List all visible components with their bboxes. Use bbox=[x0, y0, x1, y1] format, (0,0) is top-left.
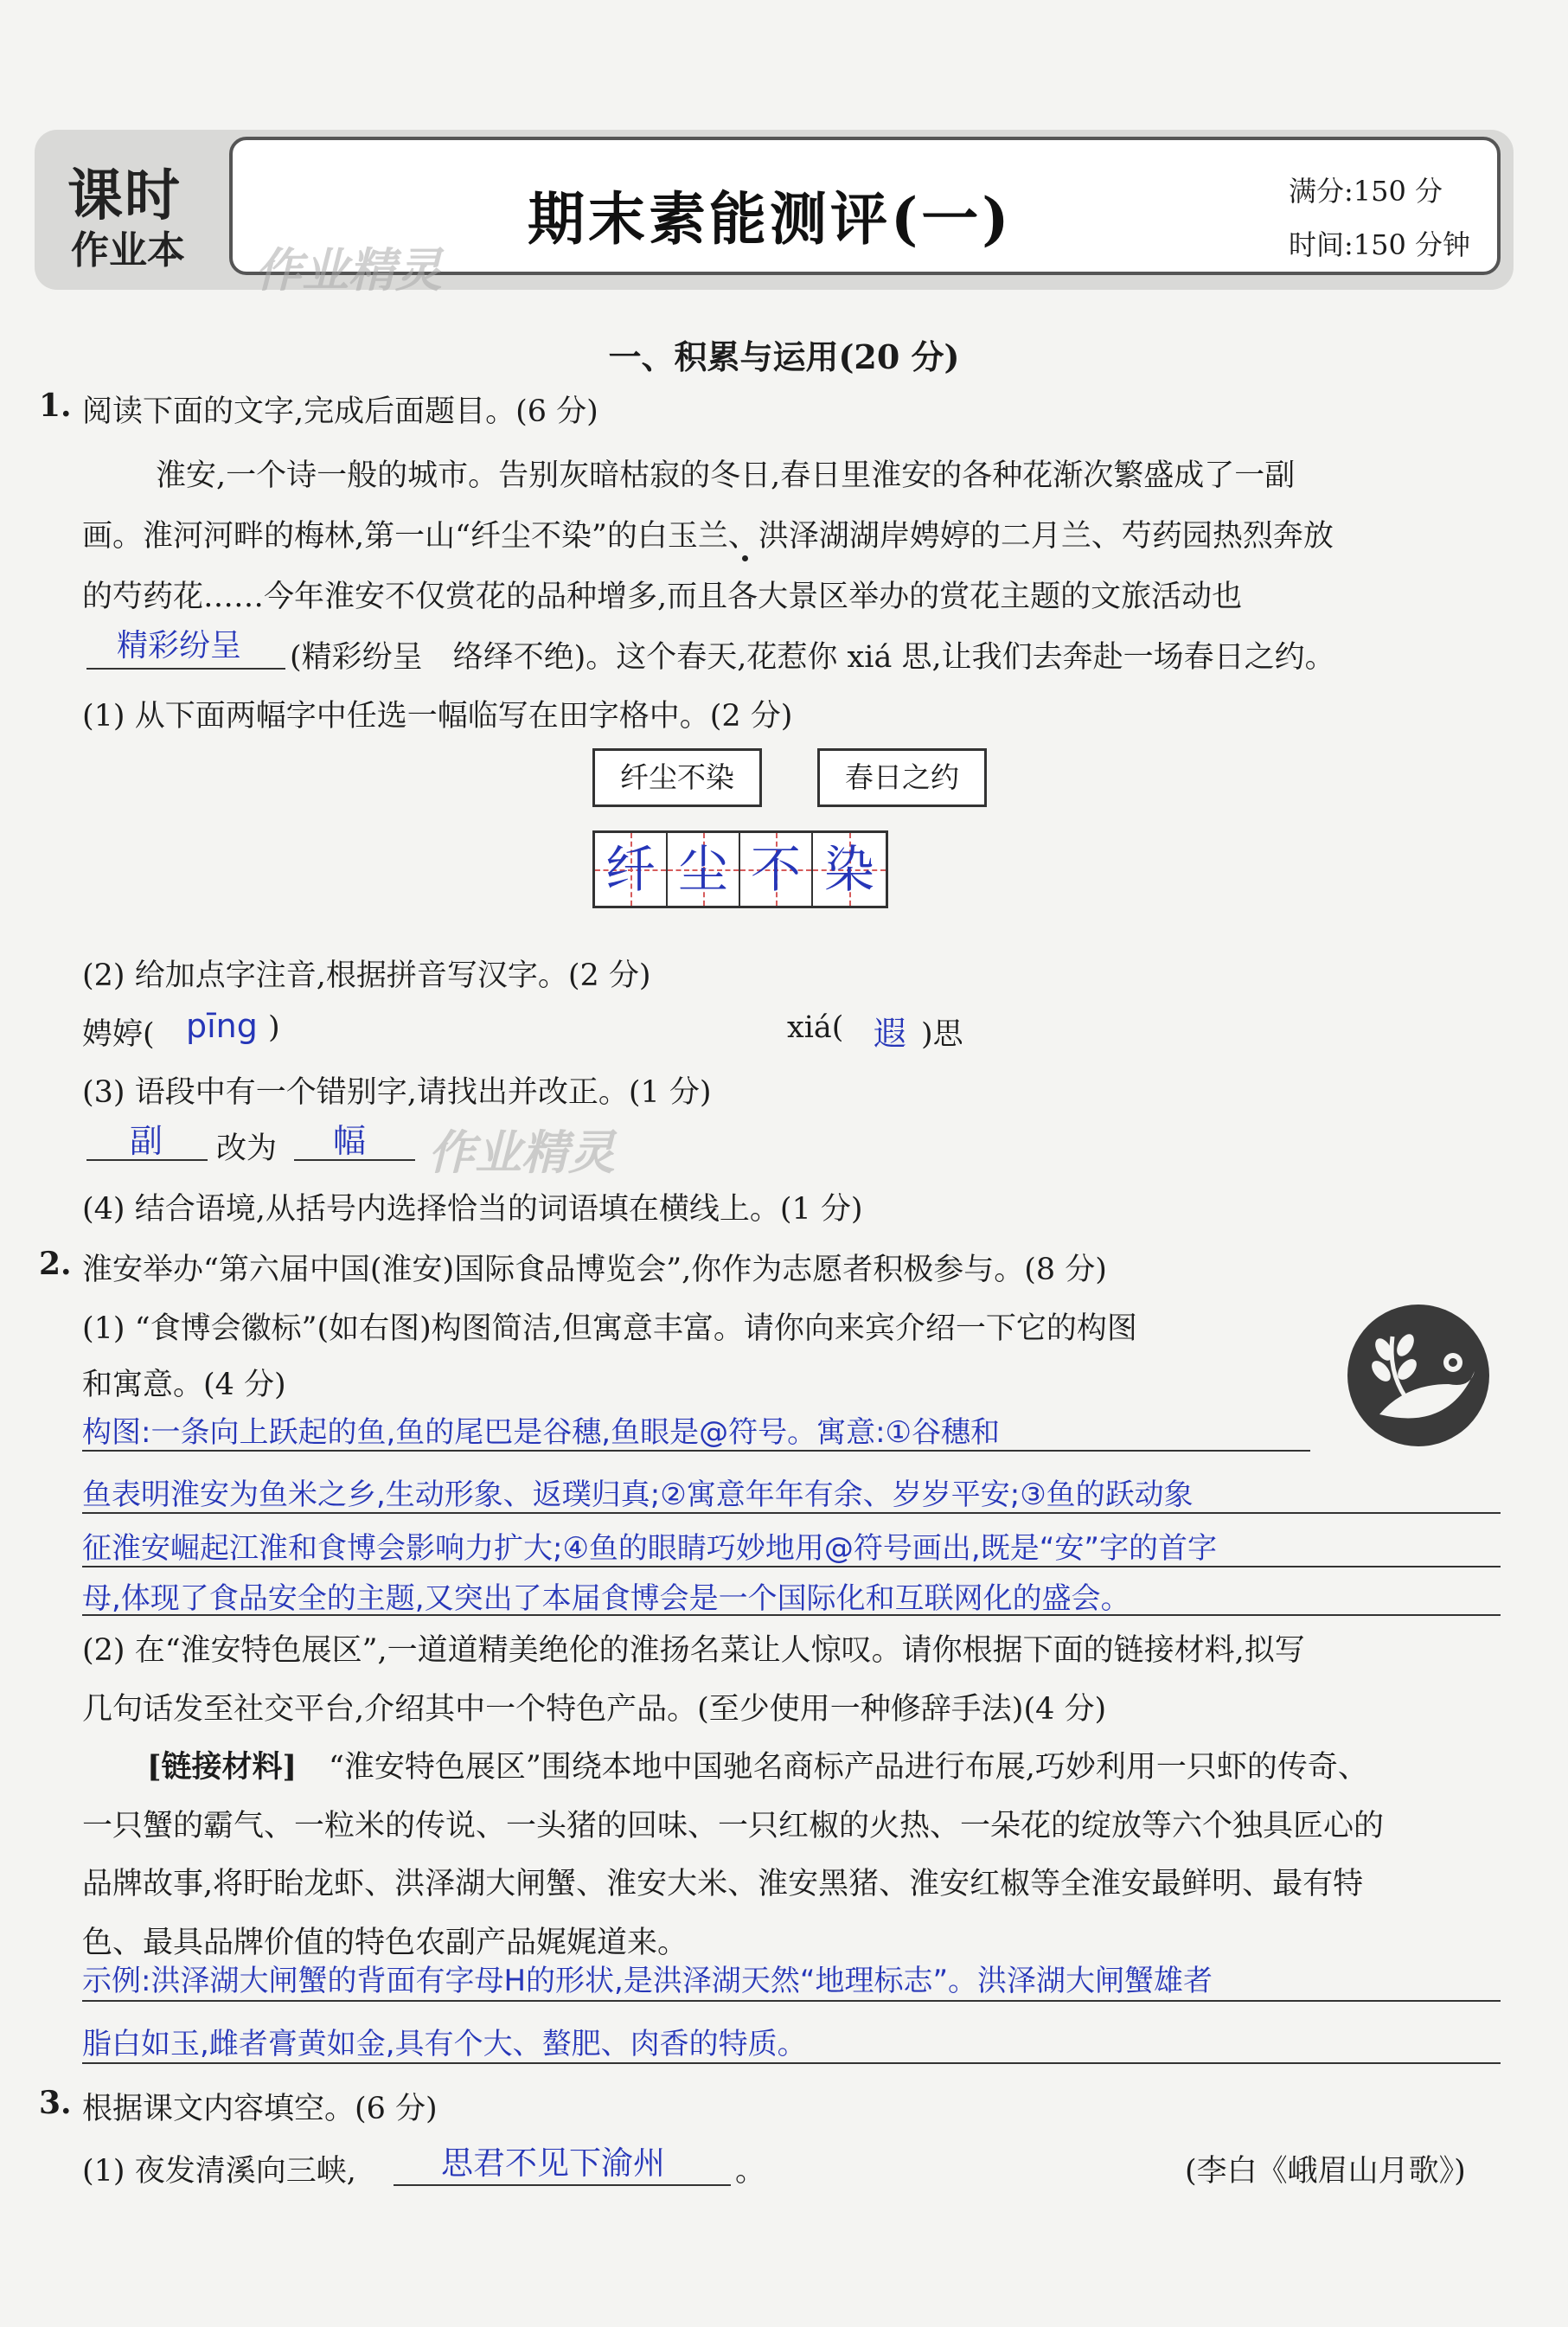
section-title: 一、积累与运用(20 分) bbox=[608, 337, 960, 376]
handwritten-answer: 思君不见下渝州 bbox=[441, 2144, 665, 2182]
question-prompt: 阅读下面的文字,完成后面题目。(6 分) bbox=[82, 394, 598, 429]
question-number: 3. bbox=[39, 2085, 72, 2121]
fill-item-end: 。 bbox=[735, 2154, 766, 2189]
series-logo bbox=[52, 143, 216, 272]
watermark: 作业精灵 bbox=[255, 243, 442, 298]
answer-rule bbox=[82, 1566, 1501, 1567]
handwritten-answer: 副 bbox=[130, 1122, 163, 1160]
logo-line2: 作业本 bbox=[71, 228, 185, 272]
answer-rule bbox=[82, 1450, 1310, 1452]
material-line: “淮安特色展区”围绕本地中国驰名商标产品进行布展,巧妙利用一只虾的传奇、 bbox=[329, 1750, 1368, 1785]
logo-line1: 课时 bbox=[67, 164, 182, 228]
question-prompt: 根据课文内容填空。(6 分) bbox=[82, 2092, 438, 2126]
sub-question: 和寓意。(4 分) bbox=[82, 1368, 286, 1402]
handwritten-answer: 幅 bbox=[333, 1122, 367, 1160]
question-number: 2. bbox=[39, 1246, 72, 1282]
grid-cell[interactable] bbox=[740, 833, 813, 906]
question-number: 1. bbox=[39, 388, 72, 424]
answer-rule bbox=[82, 2000, 1501, 2002]
material-label: [链接材料] bbox=[147, 1749, 298, 1785]
watermark: 作业精灵 bbox=[428, 1125, 615, 1180]
page-title: 期末素能测评(一) bbox=[528, 185, 1013, 253]
grid-cell[interactable] bbox=[668, 833, 740, 906]
hanzi-prompt: xiá( bbox=[787, 1010, 844, 1045]
choice-box: 纤尘不染 bbox=[592, 748, 762, 807]
answer-blank[interactable] bbox=[86, 668, 285, 670]
tian-grid[interactable] bbox=[592, 830, 888, 908]
pinyin-close: ) bbox=[268, 1010, 280, 1045]
handwritten-char: 不 bbox=[750, 840, 801, 899]
hanzi-close: )思 bbox=[921, 1017, 963, 1052]
choice-box: 春日之约 bbox=[817, 748, 987, 807]
passage-line: 画。淮河河畔的梅林,第一山“纤尘不染”的白玉兰、洪泽湖湖岸娉婷的二月兰、芍药园热烈奔放 bbox=[82, 519, 1334, 554]
sub-question: (4) 结合语境,从括号内选择恰当的词语填在横线上。(1 分) bbox=[82, 1192, 863, 1227]
handwritten-char: 尘 bbox=[677, 840, 728, 899]
handwritten-answer: 精彩纷呈 bbox=[117, 628, 242, 663]
material-line: 品牌故事,将盱眙龙虾、洪泽湖大闸蟹、淮安大米、淮安黑猪、淮安红椒等全淮安最鲜明、最有特 bbox=[82, 1867, 1364, 1901]
answer-rule bbox=[82, 1614, 1501, 1616]
handwritten-char: 纤 bbox=[605, 840, 656, 899]
sub-question: (3) 语段中有一个错别字,请找出并改正。(1 分) bbox=[82, 1075, 712, 1110]
change-label: 改为 bbox=[216, 1131, 278, 1166]
answer-rule bbox=[82, 2062, 1501, 2064]
sub-question: (1) 从下面两幅字中任选一幅临写在田字格中。(2 分) bbox=[82, 699, 793, 734]
material-line: 色、最具品牌价值的特色农副产品娓娓道来。 bbox=[82, 1926, 688, 1960]
passage-line: (精彩纷呈 络绎不绝)。这个春天,花惹你 xiá 思,让我们去奔赴一场春日之约。 bbox=[290, 640, 1335, 675]
handwritten-answer-line: 鱼表明淮安为鱼米之乡,生动形象、返璞归真;②寓意年年有余、岁岁平安;③鱼的跃动象 bbox=[82, 1478, 1194, 1512]
material-line: 一只蟹的霸气、一粒米的传说、一头猪的回味、一只红椒的火热、一朵花的绽放等六个独具匠心的 bbox=[82, 1809, 1385, 1843]
handwritten-answer: pīng bbox=[186, 1007, 258, 1045]
passage-line: 淮安,一个诗一般的城市。告别灰暗枯寂的冬日,春日里淮安的各种花渐次繁盛成了一副 bbox=[156, 458, 1296, 493]
handwritten-answer-line: 脂白如玉,雌者膏黄如金,具有个大、螯肥、肉香的特质。 bbox=[82, 2027, 807, 2061]
handwritten-char: 染 bbox=[823, 840, 874, 899]
answer-blank[interactable] bbox=[394, 2184, 731, 2186]
full-score: 满分:150 分 bbox=[1289, 175, 1443, 208]
source-citation: (李白《峨眉山月歌》) bbox=[1185, 2154, 1466, 2189]
question-prompt: 淮安举办“第六届中国(淮安)国际食品博览会”,你作为志愿者积极参与。(8 分) bbox=[82, 1253, 1107, 1287]
expo-emblem-icon bbox=[1345, 1302, 1492, 1449]
exam-time: 时间:150 分钟 bbox=[1289, 228, 1471, 261]
answer-rule bbox=[82, 1512, 1501, 1514]
handwritten-answer-line: 征淮安崛起江淮和食博会影响力扩大;④鱼的眼睛巧妙地用@符号画出,既是“安”字的首字 bbox=[82, 1531, 1217, 1566]
handwritten-answer-line: 母,体现了食品安全的主题,又突出了本届食博会是一个国际化和互联网化的盛会。 bbox=[82, 1581, 1130, 1616]
exam-info bbox=[1289, 164, 1470, 272]
handwritten-answer-line: 示例:洪泽湖大闸蟹的背面有字母H的形状,是洪泽湖天然“地理标志”。洪泽湖大闸蟹雄者 bbox=[82, 1964, 1213, 1998]
sub-question: (2) 在“淮安特色展区”,一道道精美绝伦的淮扬名菜让人惊叹。请你根据下面的链接材料,拟写 bbox=[82, 1633, 1305, 1668]
grid-cell[interactable] bbox=[813, 833, 886, 906]
grid-cell[interactable] bbox=[595, 833, 668, 906]
sub-question: (1) “食博会徽标”(如右图)构图简洁,但寓意丰富。请你向来宾介绍一下它的构图 bbox=[82, 1311, 1137, 1346]
fill-item: (1) 夜发清溪向三峡, bbox=[82, 2154, 356, 2189]
handwritten-answer-line: 构图:一条向上跃起的鱼,鱼的尾巴是谷穗,鱼眼是@符号。寓意:①谷穗和 bbox=[82, 1415, 1001, 1450]
pinyin-prompt: 娉婷( bbox=[82, 1017, 155, 1052]
passage-line: 的芍药花……今年淮安不仅赏花的品种增多,而且各大景区举办的赏花主题的文旅活动也 bbox=[82, 580, 1243, 614]
sub-question: (2) 给加点字注音,根据拼音写汉字。(2 分) bbox=[82, 958, 651, 993]
emphasis-dot bbox=[742, 555, 748, 561]
handwritten-answer: 遐 bbox=[874, 1015, 907, 1053]
sub-question: 几句话发至社交平台,介绍其中一个特色产品。(至少使用一种修辞手法)(4 分) bbox=[82, 1692, 1107, 1727]
